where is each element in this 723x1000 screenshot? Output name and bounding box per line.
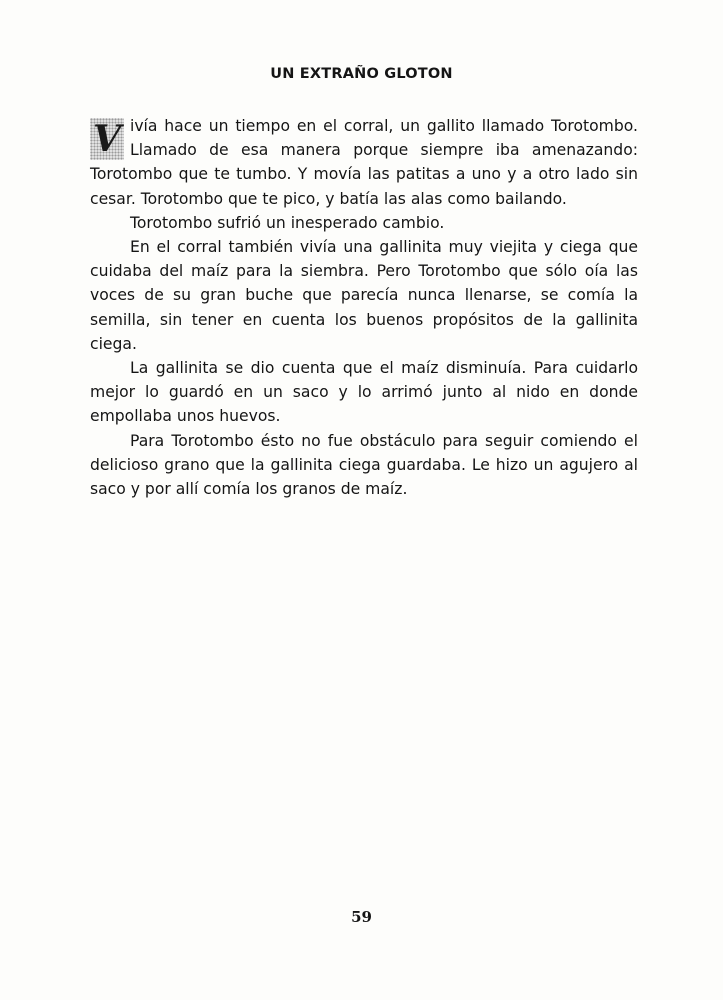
paragraph-1 [90, 114, 638, 211]
paragraph-4: La gallinita se dio cuenta que el maíz disminuía. Para cuidarlo mejor lo guardó en un saco y lo arrimó junto al nido en donde empollaba unos huevos. [90, 359, 638, 426]
story-body [90, 114, 638, 501]
paragraph-5: Para Torotombo ésto no fue obstáculo para seguir comiendo el delicioso grano que la gallinita ciega guardaba. Le hizo un agujero al saco y por allí comía los granos de maíz. [90, 431, 638, 499]
paragraph-3: En el corral también vivía una gallinita muy viejita y ciega que cuidaba del maíz para la siembra. Pero Torotombo que sólo oía las voces de su gran buche que parecía nunca llenarse, se comía la semilla, sin tener en cuenta los buenos propósitos de la gallinita ciega. [90, 238, 638, 353]
page-number: 59 [351, 908, 372, 926]
drop-cap-initial: V [90, 118, 124, 160]
paragraph-1-text: ivía hace un tiempo en el corral, un gallito llamado Torotombo. Llamado de esa manera porque siempre iba amenazando: Torotombo que te tumbo. Y movía las patitas a uno y a otro lado sin cesar. Torotombo que te pico, y batía las alas como bailando. [90, 117, 638, 208]
paragraph-2: Torotombo sufrió un inesperado cambio. [130, 213, 445, 232]
page-title: UN EXTRAÑO GLOTON [270, 66, 453, 82]
